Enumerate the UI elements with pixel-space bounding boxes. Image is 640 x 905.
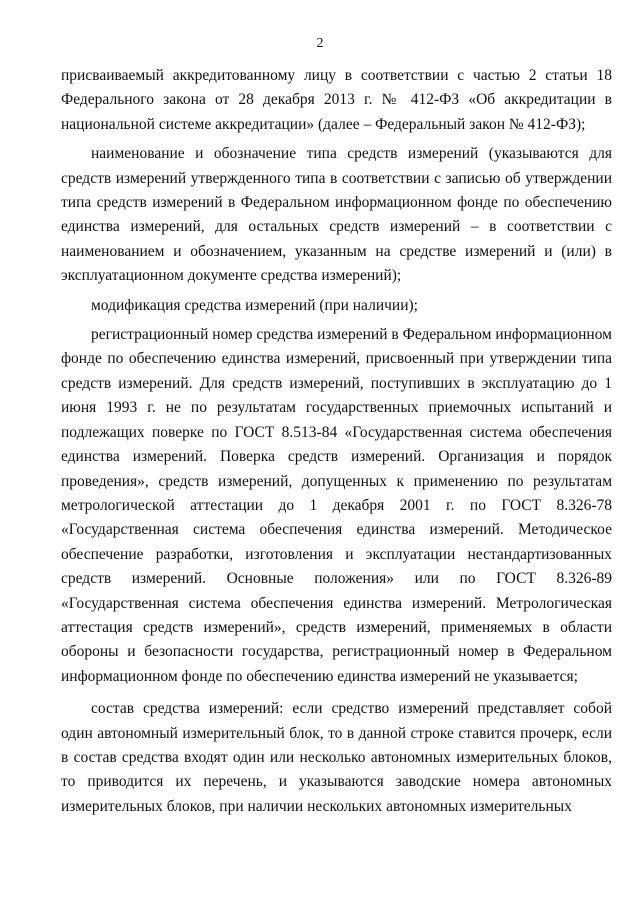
paragraph-instrument-type-name: наименование и обозначение типа средств измерений (указываются для средств измерений утвержденного типа в соответствии с записью об утверждении типа средств измерений в Федеральном информационном фонде по обеспечению единства измерений, для остальных средств измерений – в соответствии с наименованием и обозначением, указанным на средстве измерений и (или) в эксплуатационном документе средства измерений); <box>61 145 612 285</box>
paragraph-accreditation-law: присваиваемый аккредитованному лицу в соответствии с частью 2 статьи 18 Федерального закона от 28 декабря 2013 г. № 412-ФЗ «Об аккредитации в национальной системе аккредитации» (далее – Федеральный закон № 412-ФЗ); <box>61 67 612 133</box>
paragraph-instrument-modification: модификация средства измерений (при наличии); <box>91 296 418 314</box>
paragraph-instrument-composition: состав средства измерений: если средство измерений представляет собой один автономный измерительный блок, то в данной строке ставится прочерк, если в состав средства входят один или несколько автономных измерительных блоков, то приводится их перечень, и указываются заводские номера автономных измерительных блоков, при наличии нескольких автономных измерительных <box>61 700 612 815</box>
page-number: 2 <box>316 36 324 51</box>
paragraph-registration-number: регистрационный номер средства измерений в Федеральном информационном фонде по обеспечению единства измерений, присвоенный при утверждении типа средств измерений. Для средств измерений, поступивших в эксплуатацию до 1 июня 1993 г. не по результатам государственных приемочных испытаний и подлежащих поверке по ГОСТ 8.513-84 «Государственная система обеспечения единства измерений. Поверка средств измерений. Организация и порядок проведения», средств измерений, допущенных к применению по результатам метрологической аттестации до 1 декабря 2001 г. по ГОСТ 8.326-78 «Государственная система обеспечения единства измерений. Методическое обеспечение разработки, изготовления и эксплуатации нестандартизованных средств измерений. Основные положения» или по ГОСТ 8.326-89 «Государственная система обеспечения единства измерений. Метрологическая аттестация средств измерений», средств измерений, применяемых в области обороны и безопасности государства, регистрационный номер в Федеральном информационном фонде по обеспечению единства измерений не указывается; <box>61 326 612 685</box>
document-body <box>61 64 612 819</box>
